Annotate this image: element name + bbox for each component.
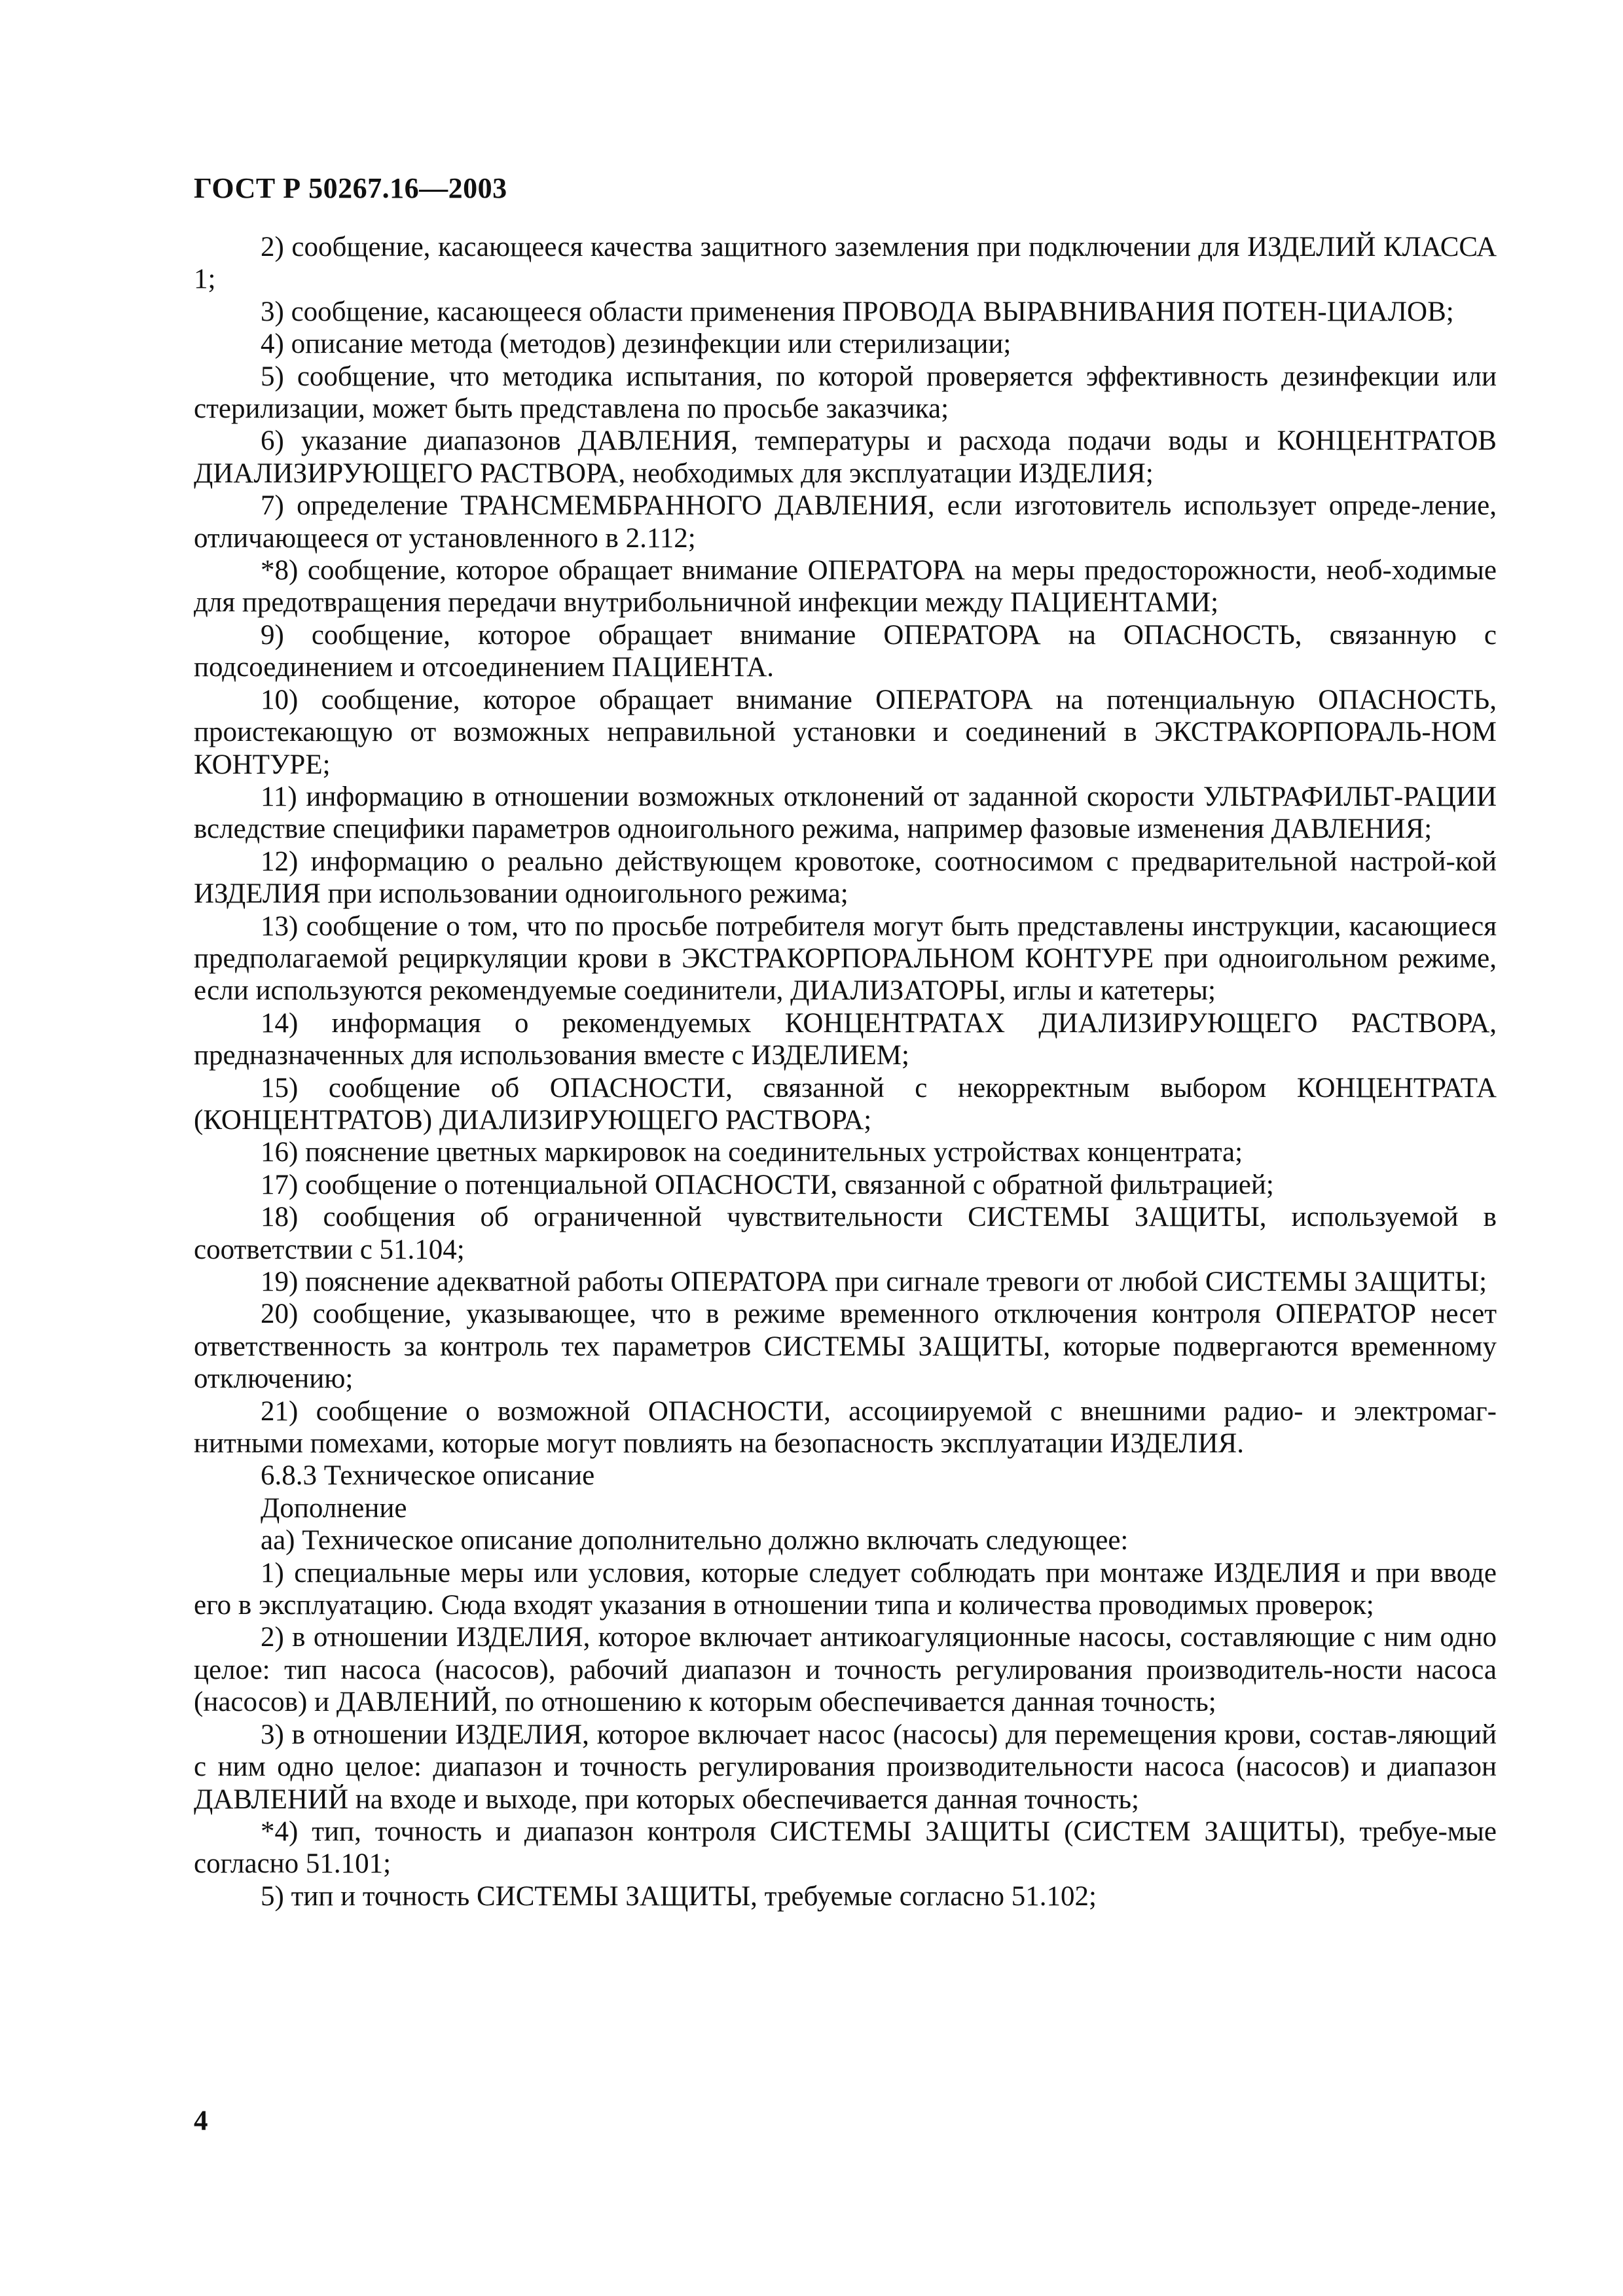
paragraph: 4) описание метода (методов) дезинфекции или стерилизации; <box>261 329 1012 360</box>
paragraph: 20) сообщение, указывающее, что в режиме временного отключения контроля ОПЕРАТОР несет ответственность за контроль тех параметров СИСТЕМЫ ЗАЩИТЫ, которые подвергаются временному отключению; <box>194 1299 1497 1395</box>
document-body <box>194 231 1497 1912</box>
paragraph: 5) сообщение, что методика испытания, по которой проверяется эффективность дезинфекции или стерилизации, может быть представлена по просьбе заказчика; <box>194 361 1497 425</box>
paragraph: *4) тип, точность и диапазон контроля СИСТЕМЫ ЗАЩИТЫ (СИСТЕМ ЗАЩИТЫ), требуе-мые согласно 51.101; <box>194 1816 1497 1880</box>
paragraph: 13) сообщение о том, что по просьбе потребителя могут быть представлены инструкции, касающиеся предполагаемой рециркуляции крови в ЭКСТРАКОРПОРАЛЬНОМ КОНТУРЕ при одноигольном режиме, если используются рекомендуемые соединители, ДИАЛИЗАТОРЫ, иглы и катетеры; <box>194 910 1497 1007</box>
section-subheading: Дополнение <box>261 1492 407 1524</box>
paragraph: 18) сообщения об ограниченной чувствительности СИСТЕМЫ ЗАЩИТЫ, используемой в соответствии с 51.104; <box>194 1202 1497 1265</box>
paragraph: 15) сообщение об ОПАСНОСТИ, связанной с некорректным выбором КОНЦЕНТРАТА (КОНЦЕНТРАТОВ) ДИАЛИЗИРУЮЩЕГО РАСТВОРА; <box>194 1072 1497 1136</box>
section-heading: 6.8.3 Техническое описание <box>261 1460 595 1492</box>
paragraph: 19) пояснение адекватной работы ОПЕРАТОРА при сигнале тревоги от любой СИСТЕМЫ ЗАЩИТЫ; <box>261 1266 1487 1297</box>
paragraph: 7) определение ТРАНСМЕМБРАННОГО ДАВЛЕНИЯ, если изготовитель использует опреде-ление, отличающееся от установленного в 2.112; <box>194 490 1497 554</box>
paragraph: 16) пояснение цветных маркировок на соединительных устройствах концентрата; <box>261 1137 1243 1168</box>
paragraph: 9) сообщение, которое обращает внимание ОПЕРАТОРА на ОПАСНОСТЬ, связанную с подсоединением и отсоединением ПАЦИЕНТА. <box>194 619 1497 683</box>
paragraph: 12) информацию о реально действующем кровотоке, соотносимом с предварительной настрой-кой ИЗДЕЛИЯ при использовании одноигольного режима; <box>194 846 1497 910</box>
paragraph: 11) информацию в отношении возможных отклонений от заданной скорости УЛЬТРАФИЛЬТ-РАЦИИ вследствие специфики параметров одноигольного режима, например фазовые изменения ДАВЛЕНИЯ; <box>194 781 1497 845</box>
paragraph: 17) сообщение о потенциальной ОПАСНОСТИ, связанной с обратной фильтрацией; <box>261 1169 1274 1200</box>
document-header: ГОСТ Р 50267.16—2003 <box>194 172 507 204</box>
paragraph: аа) Техническое описание дополнительно должно включать следующее: <box>261 1525 1129 1556</box>
paragraph: 3) в отношении ИЗДЕЛИЯ, которое включает насос (насосы) для перемещения крови, состав-ляющий с ним одно целое: диапазон и точность регулирования производительности насоса (насосов) и диапазон ДАВЛЕНИЙ на входе и выходе, при которых обеспечивается данная точность; <box>194 1719 1497 1815</box>
paragraph: 14) информация о рекомендуемых КОНЦЕНТРАТАХ ДИАЛИЗИРУЮЩЕГО РАСТВОРА, предназначенных для использования вместе с ИЗДЕЛИЕМ; <box>194 1007 1497 1071</box>
paragraph: 10) сообщение, которое обращает внимание ОПЕРАТОРА на потенциальную ОПАСНОСТЬ, проистекающую от возможных неправильной установки и соединений в ЭКСТРАКОРПОРАЛЬ-НОМ КОНТУРЕ; <box>194 684 1497 780</box>
paragraph: 2) в отношении ИЗДЕЛИЯ, которое включает антикоагуляционные насосы, составляющие с ним одно целое: тип насоса (насосов), рабочий диапазон и точность регулирования производитель-ности насоса (насосов) и ДАВЛЕНИЙ, по отношению к которым обеспечивается данная точность; <box>194 1622 1497 1718</box>
paragraph: *8) сообщение, которое обращает внимание ОПЕРАТОРА на меры предосторожности, необ-ходимые для предотвращения передачи внутрибольничной инфекции между ПАЦИЕНТАМИ; <box>194 555 1497 619</box>
page-number: 4 <box>194 2106 208 2136</box>
paragraph: 1) специальные меры или условия, которые следует соблюдать при монтаже ИЗДЕЛИЯ и при вводе его в эксплуатацию. Сюда входят указания в отношении типа и количества проводимых проверок; <box>194 1557 1497 1621</box>
paragraph: 3) сообщение, касающееся области применения ПРОВОДА ВЫРАВНИВАНИЯ ПОТЕН-ЦИАЛОВ; <box>261 296 1454 327</box>
paragraph: 5) тип и точность СИСТЕМЫ ЗАЩИТЫ, требуемые согласно 51.102; <box>261 1880 1097 1912</box>
paragraph: 6) указание диапазонов ДАВЛЕНИЯ, температуры и расхода подачи воды и КОНЦЕНТРАТОВ ДИАЛИЗИРУЮЩЕГО РАСТВОРА, необходимых для эксплуатации ИЗДЕЛИЯ; <box>194 425 1497 489</box>
paragraph: 21) сообщение о возможной ОПАСНОСТИ, ассоциируемой с внешними радио- и электромаг-нитными помехами, которые могут повлиять на безопасность эксплуатации ИЗДЕЛИЯ. <box>194 1395 1497 1460</box>
paragraph: 2) сообщение, касающееся качества защитного заземления при подключении для ИЗДЕЛИЙ КЛАССА 1; <box>194 232 1497 295</box>
